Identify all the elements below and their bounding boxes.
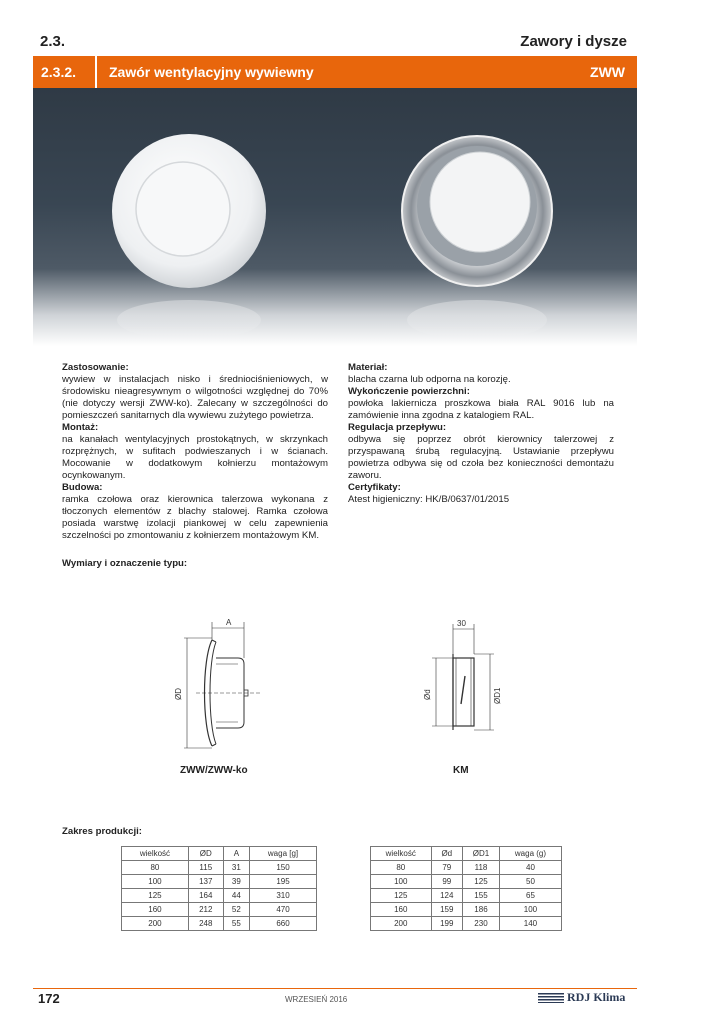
table-cell: 115 <box>188 861 223 875</box>
text-finish: powłoka lakiernicza proszkowa biała RAL 9016 lub na zamówienie inna zgodna z katalogiem RAL. <box>348 398 614 421</box>
table-cell: 150 <box>250 861 317 875</box>
table-cell: 31 <box>223 861 249 875</box>
table-cell: 159 <box>431 903 463 917</box>
table-cell: 100 <box>371 875 432 889</box>
table-cell: 39 <box>223 875 249 889</box>
brand-logo <box>538 990 625 1005</box>
text-mounting: na kanałach wentylacyjnych prostokątnych, w skrzynkach rozprężnych, w sufitach podwieszanych i w ścianach. Mocowanie w dodatkowym kołnierzu montażowym ocynkowanym. <box>62 434 328 481</box>
logo-lines-icon <box>538 993 564 1003</box>
table-cell: 79 <box>431 861 463 875</box>
table-row <box>371 889 562 903</box>
table-cell: 200 <box>122 917 189 931</box>
heading-certificates: Certyfikaty: <box>348 482 401 493</box>
table-row <box>122 861 317 875</box>
heading-construction: Budowa: <box>62 482 103 493</box>
table-header-cell: Ød <box>431 847 463 861</box>
description-left-column <box>62 362 328 542</box>
table-header-cell: ØD <box>188 847 223 861</box>
table-cell: 230 <box>463 917 500 931</box>
table-cell: 118 <box>463 861 500 875</box>
page-number: 172 <box>38 991 60 1006</box>
subsection-number: 2.3.2. <box>41 64 77 80</box>
heading-application: Zastosowanie: <box>62 362 129 373</box>
product-title: Zawór wentylacyjny wywiewny <box>109 64 314 80</box>
table-cell: 310 <box>250 889 317 903</box>
table-header-row <box>371 847 562 861</box>
table-cell: 99 <box>431 875 463 889</box>
table-cell: 137 <box>188 875 223 889</box>
table-cell: 52 <box>223 903 249 917</box>
text-flow-regulation: odbywa się poprzez obrót kierownicy talerzowej z przyspawaną śrubą regulacyjną. Ustawianie przepływu powietrza odbywa się od czoła bez konieczności demontażu zaworu. <box>348 434 614 481</box>
table-cell: 140 <box>499 917 561 931</box>
table-header-cell: ØD1 <box>463 847 500 861</box>
heading-finish: Wykończenie powierzchni: <box>348 386 470 397</box>
dim-label-d-inner: Ød <box>423 689 432 700</box>
title-banner <box>33 56 637 88</box>
logo-text: RDJ Klima <box>567 990 626 1004</box>
table-row <box>122 889 317 903</box>
description-right-column <box>348 362 614 506</box>
text-material: blacha czarna lub odporna na korozję. <box>348 374 511 385</box>
production-range-title: Zakres produkcji: <box>62 826 142 837</box>
table-header-cell: waga [g] <box>250 847 317 861</box>
table-cell: 50 <box>499 875 561 889</box>
section-number: 2.3. <box>40 33 66 50</box>
section-name: Zawory i dysze <box>520 33 627 50</box>
white-valve-disc <box>136 162 230 256</box>
footer-divider <box>33 988 637 989</box>
table-cell: 40 <box>499 861 561 875</box>
table-row <box>371 903 562 917</box>
table-row <box>371 917 562 931</box>
table-cell: 80 <box>371 861 432 875</box>
product-photo-art <box>33 88 637 346</box>
table-cell: 248 <box>188 917 223 931</box>
caption-km: KM <box>453 765 469 776</box>
table-row <box>122 903 317 917</box>
table-km <box>370 846 562 931</box>
table-row <box>122 917 317 931</box>
table-cell: 660 <box>250 917 317 931</box>
dim-label-d1: ØD1 <box>493 687 502 704</box>
table-cell: 100 <box>122 875 189 889</box>
publication-date: WRZESIEŃ 2016 <box>285 995 348 1004</box>
table-cell: 164 <box>188 889 223 903</box>
dim-label-30: 30 <box>457 619 466 628</box>
product-photo <box>33 88 637 346</box>
drawing-km <box>423 619 502 730</box>
table-cell: 470 <box>250 903 317 917</box>
text-construction: ramka czołowa oraz kierownica talerzowa wykonana z tłoczonych elementów z blachy stalowej. Ramka czołowa posiada warstwę izolacji piankowej w celu zapewnienia szczelności po zmontowaniu z kołnierzem montażowym KM. <box>62 494 328 541</box>
product-code: ZWW <box>590 64 625 80</box>
text-certificates: Atest higieniczny: HK/B/0637/01/2015 <box>348 494 510 505</box>
table-cell: 125 <box>371 889 432 903</box>
drawing-zww <box>174 618 262 748</box>
table-cell: 212 <box>188 903 223 917</box>
table-cell: 200 <box>371 917 432 931</box>
table-cell: 186 <box>463 903 500 917</box>
table-header-cell: wielkość <box>371 847 432 861</box>
dimensions-title: Wymiary i oznaczenie typu: <box>62 558 188 569</box>
table-cell: 65 <box>499 889 561 903</box>
table-header-row <box>122 847 317 861</box>
table-cell: 160 <box>371 903 432 917</box>
table-row <box>371 875 562 889</box>
table-cell: 195 <box>250 875 317 889</box>
dim-label-a: A <box>226 618 232 627</box>
dim-label-d: ØD <box>174 688 183 700</box>
technical-drawings <box>0 600 725 760</box>
table-header-cell: A <box>223 847 249 861</box>
table-zww <box>121 846 317 931</box>
table-cell: 55 <box>223 917 249 931</box>
white-valve-reflection <box>117 300 261 340</box>
chrome-valve-disc <box>430 152 530 252</box>
table-cell: 125 <box>463 875 500 889</box>
table-cell: 155 <box>463 889 500 903</box>
text-application: wywiew w instalacjach nisko i średniociśnieniowych, w środowisku nieagresywnym o wilgotności względnej do 70% (nie dotyczy wersji ZWW-ko). Zalecany w szczególności do pomieszczeń sanitarnych dla wywiewu zużytego powietrza. <box>62 374 328 421</box>
table-cell: 80 <box>122 861 189 875</box>
heading-mounting: Montaż: <box>62 422 99 433</box>
table-header-cell: waga (g) <box>499 847 561 861</box>
table-cell: 44 <box>223 889 249 903</box>
banner-divider <box>95 56 97 88</box>
table-cell: 124 <box>431 889 463 903</box>
table-row <box>371 861 562 875</box>
table-cell: 199 <box>431 917 463 931</box>
table-cell: 125 <box>122 889 189 903</box>
table-header-cell: wielkość <box>122 847 189 861</box>
table-cell: 100 <box>499 903 561 917</box>
caption-zww: ZWW/ZWW-ko <box>180 765 248 776</box>
chrome-valve-reflection <box>407 300 547 340</box>
heading-flow-regulation: Regulacja przepływu: <box>348 422 447 433</box>
heading-material: Materiał: <box>348 362 388 373</box>
table-row <box>122 875 317 889</box>
table-cell: 160 <box>122 903 189 917</box>
